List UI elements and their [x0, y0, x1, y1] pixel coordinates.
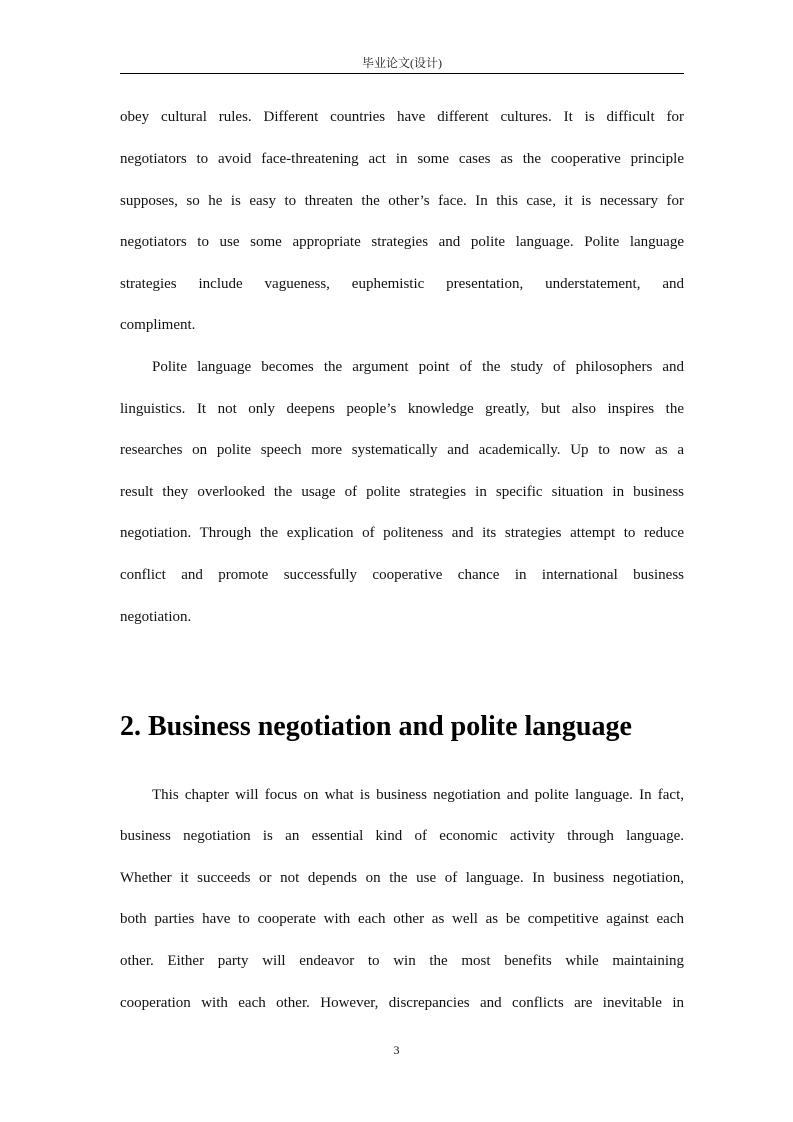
paragraph-line: conflict and promote successfully cooperative chance in international business — [120, 567, 684, 583]
paragraph-line: researches on polite speech more systematically and academically. Up to now as a — [120, 442, 684, 458]
page-number: 3 — [393, 1043, 400, 1057]
paragraph-line: negotiators to avoid face-threatening act in some cases as the cooperative principle — [120, 151, 684, 167]
paragraph-line: supposes, so he is easy to threaten the other’s face. In this case, it is necessary for — [120, 193, 684, 209]
paragraph-line: This chapter will focus on what is business negotiation and polite language. In fact, — [152, 787, 684, 803]
paragraph-line: other. Either party will endeavor to win the most benefits while maintaining — [120, 953, 684, 969]
paragraph-line: both parties have to cooperate with each other as well as be competitive against each — [120, 911, 684, 927]
paragraph-line: Polite language becomes the argument point of the study of philosophers and — [152, 359, 684, 375]
running-header: 毕业论文(设计) — [362, 56, 442, 70]
paragraph-line: negotiators to use some appropriate strategies and polite language. Polite language — [120, 234, 684, 250]
paragraph-line: strategies include vagueness, euphemistic presentation, understatement, and — [120, 276, 684, 292]
paragraph-line: linguistics. It not only deepens people’s knowledge greatly, but also inspires the — [120, 401, 684, 417]
section-heading: 2. Business negotiation and polite language — [120, 711, 632, 742]
paragraph-line: Whether it succeeds or not depends on the use of language. In business negotiation, — [120, 870, 684, 886]
paragraph-line: result they overlooked the usage of polite strategies in specific situation in business — [120, 484, 684, 500]
paragraph-line: negotiation. — [120, 609, 192, 625]
paragraph-line: cooperation with each other. However, discrepancies and conflicts are inevitable in — [120, 995, 684, 1011]
paragraph-line: business negotiation is an essential kind of economic activity through language. — [120, 828, 684, 844]
paragraph-line: compliment. — [120, 317, 196, 333]
paragraph-line: negotiation. Through the explication of politeness and its strategies attempt to reduce — [120, 525, 684, 541]
header-divider — [120, 73, 684, 74]
paragraph-line: obey cultural rules. Different countries have different cultures. It is difficult for — [120, 109, 684, 125]
